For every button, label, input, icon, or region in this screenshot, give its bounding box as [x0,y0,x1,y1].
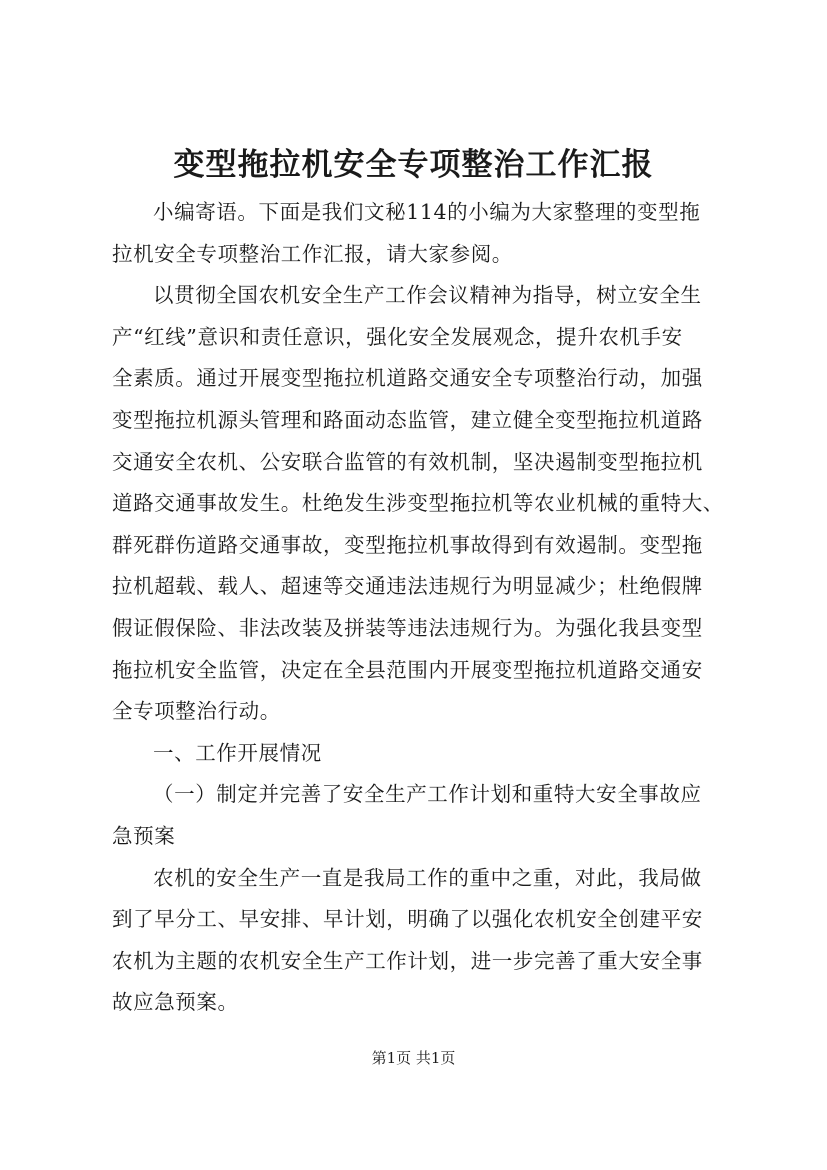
section-heading [112,733,732,775]
paragraph [112,858,732,1024]
paragraph [112,192,732,275]
text-line: 道路交通事故发生。杜绝发生涉变型拖拉机等农业机械的重特大、 [112,491,724,516]
text-line: 产“红线”意识和责任意识，强化安全发展观念，提升农机手安 [112,324,683,349]
text-line: 全素质。通过开展变型拖拉机道路交通安全专项整治行动，加强 [112,366,703,391]
text-line: （一）制定并完善了安全生产工作计划和重特大安全事故应 [153,782,702,807]
text-line: 假证假保险、非法改装及拼装等违法违规行为。为强化我县变型 [112,615,703,640]
text-line: 拉机超载、载人、超速等交通违法违规行为明显减少；杜绝假牌 [112,574,703,599]
text-line: 全专项整治行动。 [112,699,281,724]
text-line: 群死群伤道路交通事故，变型拖拉机事故得到有效遏制。变型拖 [112,532,703,557]
text-line: 拖拉机安全监管，决定在全县范围内开展变型拖拉机道路交通安 [112,657,703,682]
text-line: 农机的安全生产一直是我局工作的重中之重，对此，我局做 [153,865,702,890]
text-line: 急预案 [112,823,176,848]
paragraph [112,275,732,733]
text-line: 变型拖拉机源头管理和路面动态监管，建立健全变型拖拉机道路 [112,407,703,432]
text-line: 以贯彻全国农机安全生产工作会议精神为指导，树立安全生 [153,283,702,308]
page-number: 第1页 共1页 [371,1049,456,1067]
text-line: 故应急预案。 [112,990,239,1015]
document-body [112,192,732,1024]
text-line: 交通安全农机、公安联合监管的有效机制，坚决遏制变型拖拉机 [112,449,703,474]
text-line: 一、工作开展情况 [153,740,322,765]
text-line: 拉机安全专项整治工作汇报，请大家参阅。 [112,241,513,266]
text-line: 小编寄语。下面是我们文秘114的小编为大家整理的变型拖 [153,200,701,224]
text-line: 农机为主题的农机安全生产工作计划，进一步完善了重大安全事 [112,948,703,973]
text-line: 到了早分工、早安排、早计划，明确了以强化农机安全创建平安 [112,907,703,932]
subsection-heading [112,774,732,857]
document-title: 变型拖拉机安全专项整治工作汇报 [173,147,654,183]
